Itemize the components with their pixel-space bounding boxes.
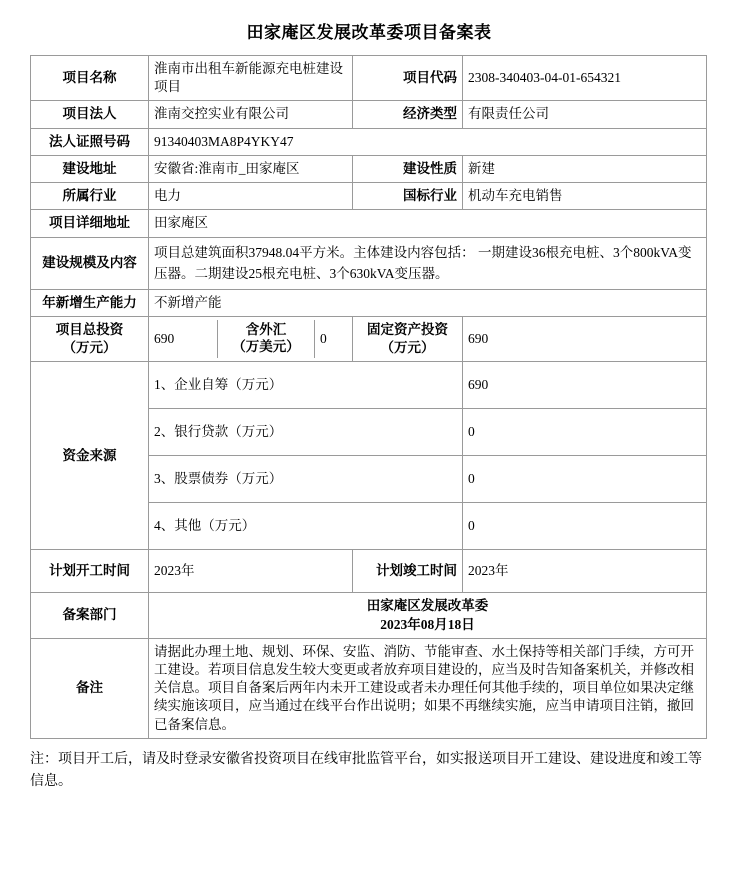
label-fixed-assets-line1: 固定资产投资	[367, 321, 448, 337]
label-fixed-assets-line2: （万元）	[380, 340, 435, 356]
value-build-address: 安徽省:淮南市_田家庵区	[149, 155, 353, 182]
value-national-industry: 机动车充电销售	[463, 183, 707, 210]
funding-label-1: 2、银行贷款（万元）	[149, 409, 463, 456]
table-row	[31, 550, 707, 593]
table-row	[31, 101, 707, 128]
label-build-address: 建设地址	[31, 155, 149, 182]
table-row	[31, 155, 707, 182]
label-plan-complete: 计划竣工时间	[353, 550, 463, 593]
label-foreign-exchange-line1: 含外汇	[245, 322, 287, 338]
label-economic-type: 经济类型	[353, 101, 463, 128]
value-project-code: 2308-340403-04-01-654321	[463, 56, 707, 101]
table-row-investment	[31, 316, 707, 361]
label-detail-address: 项目详细地址	[31, 210, 149, 237]
label-total-investment-line1: 项目总投资	[55, 321, 124, 337]
record-dept-name: 田家庵区发展改革委	[366, 598, 489, 614]
table-row	[31, 56, 707, 101]
table-row	[31, 638, 707, 738]
label-record-dept: 备案部门	[31, 593, 149, 638]
label-legal-person: 项目法人	[31, 101, 149, 128]
label-foreign-exchange	[218, 320, 315, 358]
table-row	[31, 183, 707, 210]
project-record-form	[30, 55, 707, 739]
funding-value-3: 0	[463, 503, 707, 550]
value-plan-complete: 2023年	[463, 550, 707, 593]
table-row	[31, 593, 707, 638]
value-legal-person: 淮南交控实业有限公司	[149, 101, 353, 128]
label-funding-source: 资金来源	[31, 362, 149, 550]
funding-value-2: 0	[463, 456, 707, 503]
value-economic-type: 有限责任公司	[463, 101, 707, 128]
footnote-text: 注：项目开工后，请及时登录安徽省投资项目在线审批监管平台，如实报送项目开工建设、建设进度和竣工等信息。	[30, 751, 702, 790]
label-build-nature: 建设性质	[353, 155, 463, 182]
table-row	[31, 210, 707, 237]
funding-label-0: 1、企业自筹（万元）	[149, 362, 463, 409]
funding-value-0: 690	[463, 362, 707, 409]
value-fixed-assets: 690	[463, 316, 707, 361]
footnote	[30, 749, 706, 794]
value-remark: 请据此办理土地、规划、环保、安监、消防、节能审查、水土保持等相关部门手续，方可开工建设。若项目信息发生较大变更或者放弃项目建设的，应当及时告知备案机关，并修改相关信息。项目自备案后两年内未开工建设或者未办理任何其他手续的，项目单位如果决定继续实施该项目，应当通过在线平台作出说明；如果不再继续实施，应当申请项目注销，撤回已备案信息。	[149, 638, 707, 738]
label-total-investment	[31, 316, 149, 361]
label-legal-license-no: 法人证照号码	[31, 128, 149, 155]
value-plan-start: 2023年	[149, 550, 353, 593]
label-scale-content: 建设规模及内容	[31, 237, 149, 289]
funding-value-1: 0	[463, 409, 707, 456]
record-dept-date: 2023年08月18日	[380, 616, 475, 632]
label-industry: 所属行业	[31, 183, 149, 210]
table-row-funding	[31, 362, 707, 409]
value-detail-address: 田家庵区	[149, 210, 707, 237]
table-row	[31, 128, 707, 155]
value-foreign-exchange: 0	[315, 320, 353, 358]
value-legal-license-no: 91340403MA8P4YKY47	[149, 128, 707, 155]
label-project-code: 项目代码	[353, 56, 463, 101]
value-record-dept	[149, 593, 707, 638]
funding-label-2: 3、股票债券（万元）	[149, 456, 463, 503]
label-new-capacity: 年新增生产能力	[31, 289, 149, 316]
value-build-nature: 新建	[463, 155, 707, 182]
table-row	[31, 237, 707, 289]
value-scale-content: 项目总建筑面积37948.04平方米。主体建设内容包括： 一期建设36根充电桩、3个800kVA变压器。二期建设25根充电桩、3个630kVA变压器。	[149, 237, 707, 289]
label-foreign-exchange-line2: （万美元）	[232, 339, 300, 355]
value-project-name: 淮南市出租车新能源充电桩建设项目	[149, 56, 353, 101]
label-fixed-assets	[353, 316, 463, 361]
label-total-investment-line2: （万元）	[62, 340, 117, 356]
value-new-capacity: 不新增产能	[149, 289, 707, 316]
label-project-name: 项目名称	[31, 56, 149, 101]
table-row	[31, 289, 707, 316]
value-industry: 电力	[149, 183, 353, 210]
funding-label-3: 4、其他（万元）	[149, 503, 463, 550]
label-remark: 备注	[31, 638, 149, 738]
label-national-industry: 国标行业	[353, 183, 463, 210]
label-plan-start: 计划开工时间	[31, 550, 149, 593]
value-total-investment: 690	[154, 331, 175, 347]
page-title: 田家庵区发展改革委项目备案表	[246, 23, 492, 42]
investment-cells	[149, 316, 353, 361]
